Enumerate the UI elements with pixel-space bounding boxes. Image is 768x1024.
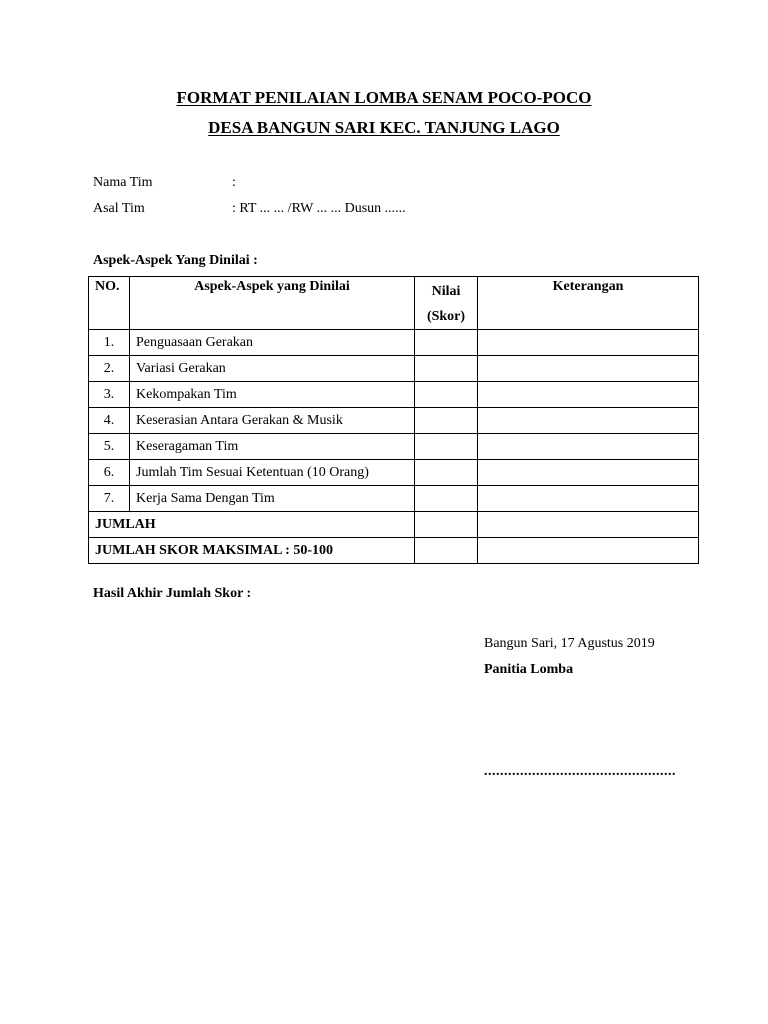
row-keterangan-cell[interactable] <box>478 382 699 408</box>
row-nilai-cell[interactable] <box>415 434 478 460</box>
max-nilai-cell[interactable] <box>415 538 478 564</box>
row-keterangan-cell[interactable] <box>478 330 699 356</box>
row-keterangan-cell[interactable] <box>478 434 699 460</box>
row-nilai-cell[interactable] <box>415 408 478 434</box>
total-row <box>89 512 699 538</box>
total-label: JUMLAH <box>89 512 415 538</box>
team-name-value: : <box>232 175 236 190</box>
row-keterangan-cell[interactable] <box>478 356 699 382</box>
row-no: 3. <box>89 382 130 408</box>
final-score-label: Hasil Akhir Jumlah Skor : <box>93 586 252 601</box>
place-date: Bangun Sari, 17 Agustus 2019 <box>484 636 655 651</box>
row-aspect: Kerja Sama Dengan Tim <box>130 486 415 512</box>
header-keterangan: Keterangan <box>478 277 699 330</box>
aspects-heading: Aspek-Aspek Yang Dinilai : <box>93 253 258 268</box>
row-keterangan-cell[interactable] <box>478 486 699 512</box>
row-aspect: Variasi Gerakan <box>130 356 415 382</box>
max-score-row <box>89 538 699 564</box>
header-nilai <box>415 277 478 330</box>
table-row <box>89 434 699 460</box>
document-title-line-2 <box>0 118 768 138</box>
row-nilai-cell[interactable] <box>415 382 478 408</box>
title-line-1-text: FORMAT PENILAIAN LOMBA SENAM POCO-POCO <box>176 88 592 107</box>
header-no: NO. <box>89 277 130 330</box>
row-no: 7. <box>89 486 130 512</box>
table-row <box>89 460 699 486</box>
row-aspect: Jumlah Tim Sesuai Ketentuan (10 Orang) <box>130 460 415 486</box>
table-row <box>89 486 699 512</box>
title-line-2-text: DESA BANGUN SARI KEC. TANJUNG LAGO <box>208 118 560 137</box>
header-nilai-line-1: Nilai <box>431 284 461 299</box>
max-keterangan-cell[interactable] <box>478 538 699 564</box>
total-keterangan-cell[interactable] <box>478 512 699 538</box>
header-aspect: Aspek-Aspek yang Dinilai <box>130 277 415 330</box>
row-no: 4. <box>89 408 130 434</box>
document-title-line-1 <box>0 88 768 108</box>
team-name-label: Nama Tim <box>93 175 153 190</box>
row-nilai-cell[interactable] <box>415 486 478 512</box>
table-row <box>89 408 699 434</box>
header-nilai-line-2: (Skor) <box>426 309 466 324</box>
team-origin-value: : RT ... ... /RW ... ... Dusun ...... <box>232 201 406 216</box>
signature-line: ................................................ <box>484 764 676 779</box>
table-header-row <box>89 277 699 330</box>
row-aspect: Keseragaman Tim <box>130 434 415 460</box>
row-no: 2. <box>89 356 130 382</box>
row-no: 1. <box>89 330 130 356</box>
scoring-table <box>88 276 699 564</box>
row-aspect: Penguasaan Gerakan <box>130 330 415 356</box>
row-nilai-cell[interactable] <box>415 356 478 382</box>
table-row <box>89 382 699 408</box>
committee-label: Panitia Lomba <box>484 662 574 677</box>
row-no: 5. <box>89 434 130 460</box>
row-aspect: Kekompakan Tim <box>130 382 415 408</box>
row-keterangan-cell[interactable] <box>478 408 699 434</box>
max-score-label: JUMLAH SKOR MAKSIMAL : 50-100 <box>89 538 415 564</box>
row-nilai-cell[interactable] <box>415 460 478 486</box>
total-nilai-cell[interactable] <box>415 512 478 538</box>
row-aspect: Keserasian Antara Gerakan & Musik <box>130 408 415 434</box>
team-origin-label: Asal Tim <box>93 201 145 216</box>
row-keterangan-cell[interactable] <box>478 460 699 486</box>
table-row <box>89 356 699 382</box>
table-row <box>89 330 699 356</box>
row-no: 6. <box>89 460 130 486</box>
row-nilai-cell[interactable] <box>415 330 478 356</box>
